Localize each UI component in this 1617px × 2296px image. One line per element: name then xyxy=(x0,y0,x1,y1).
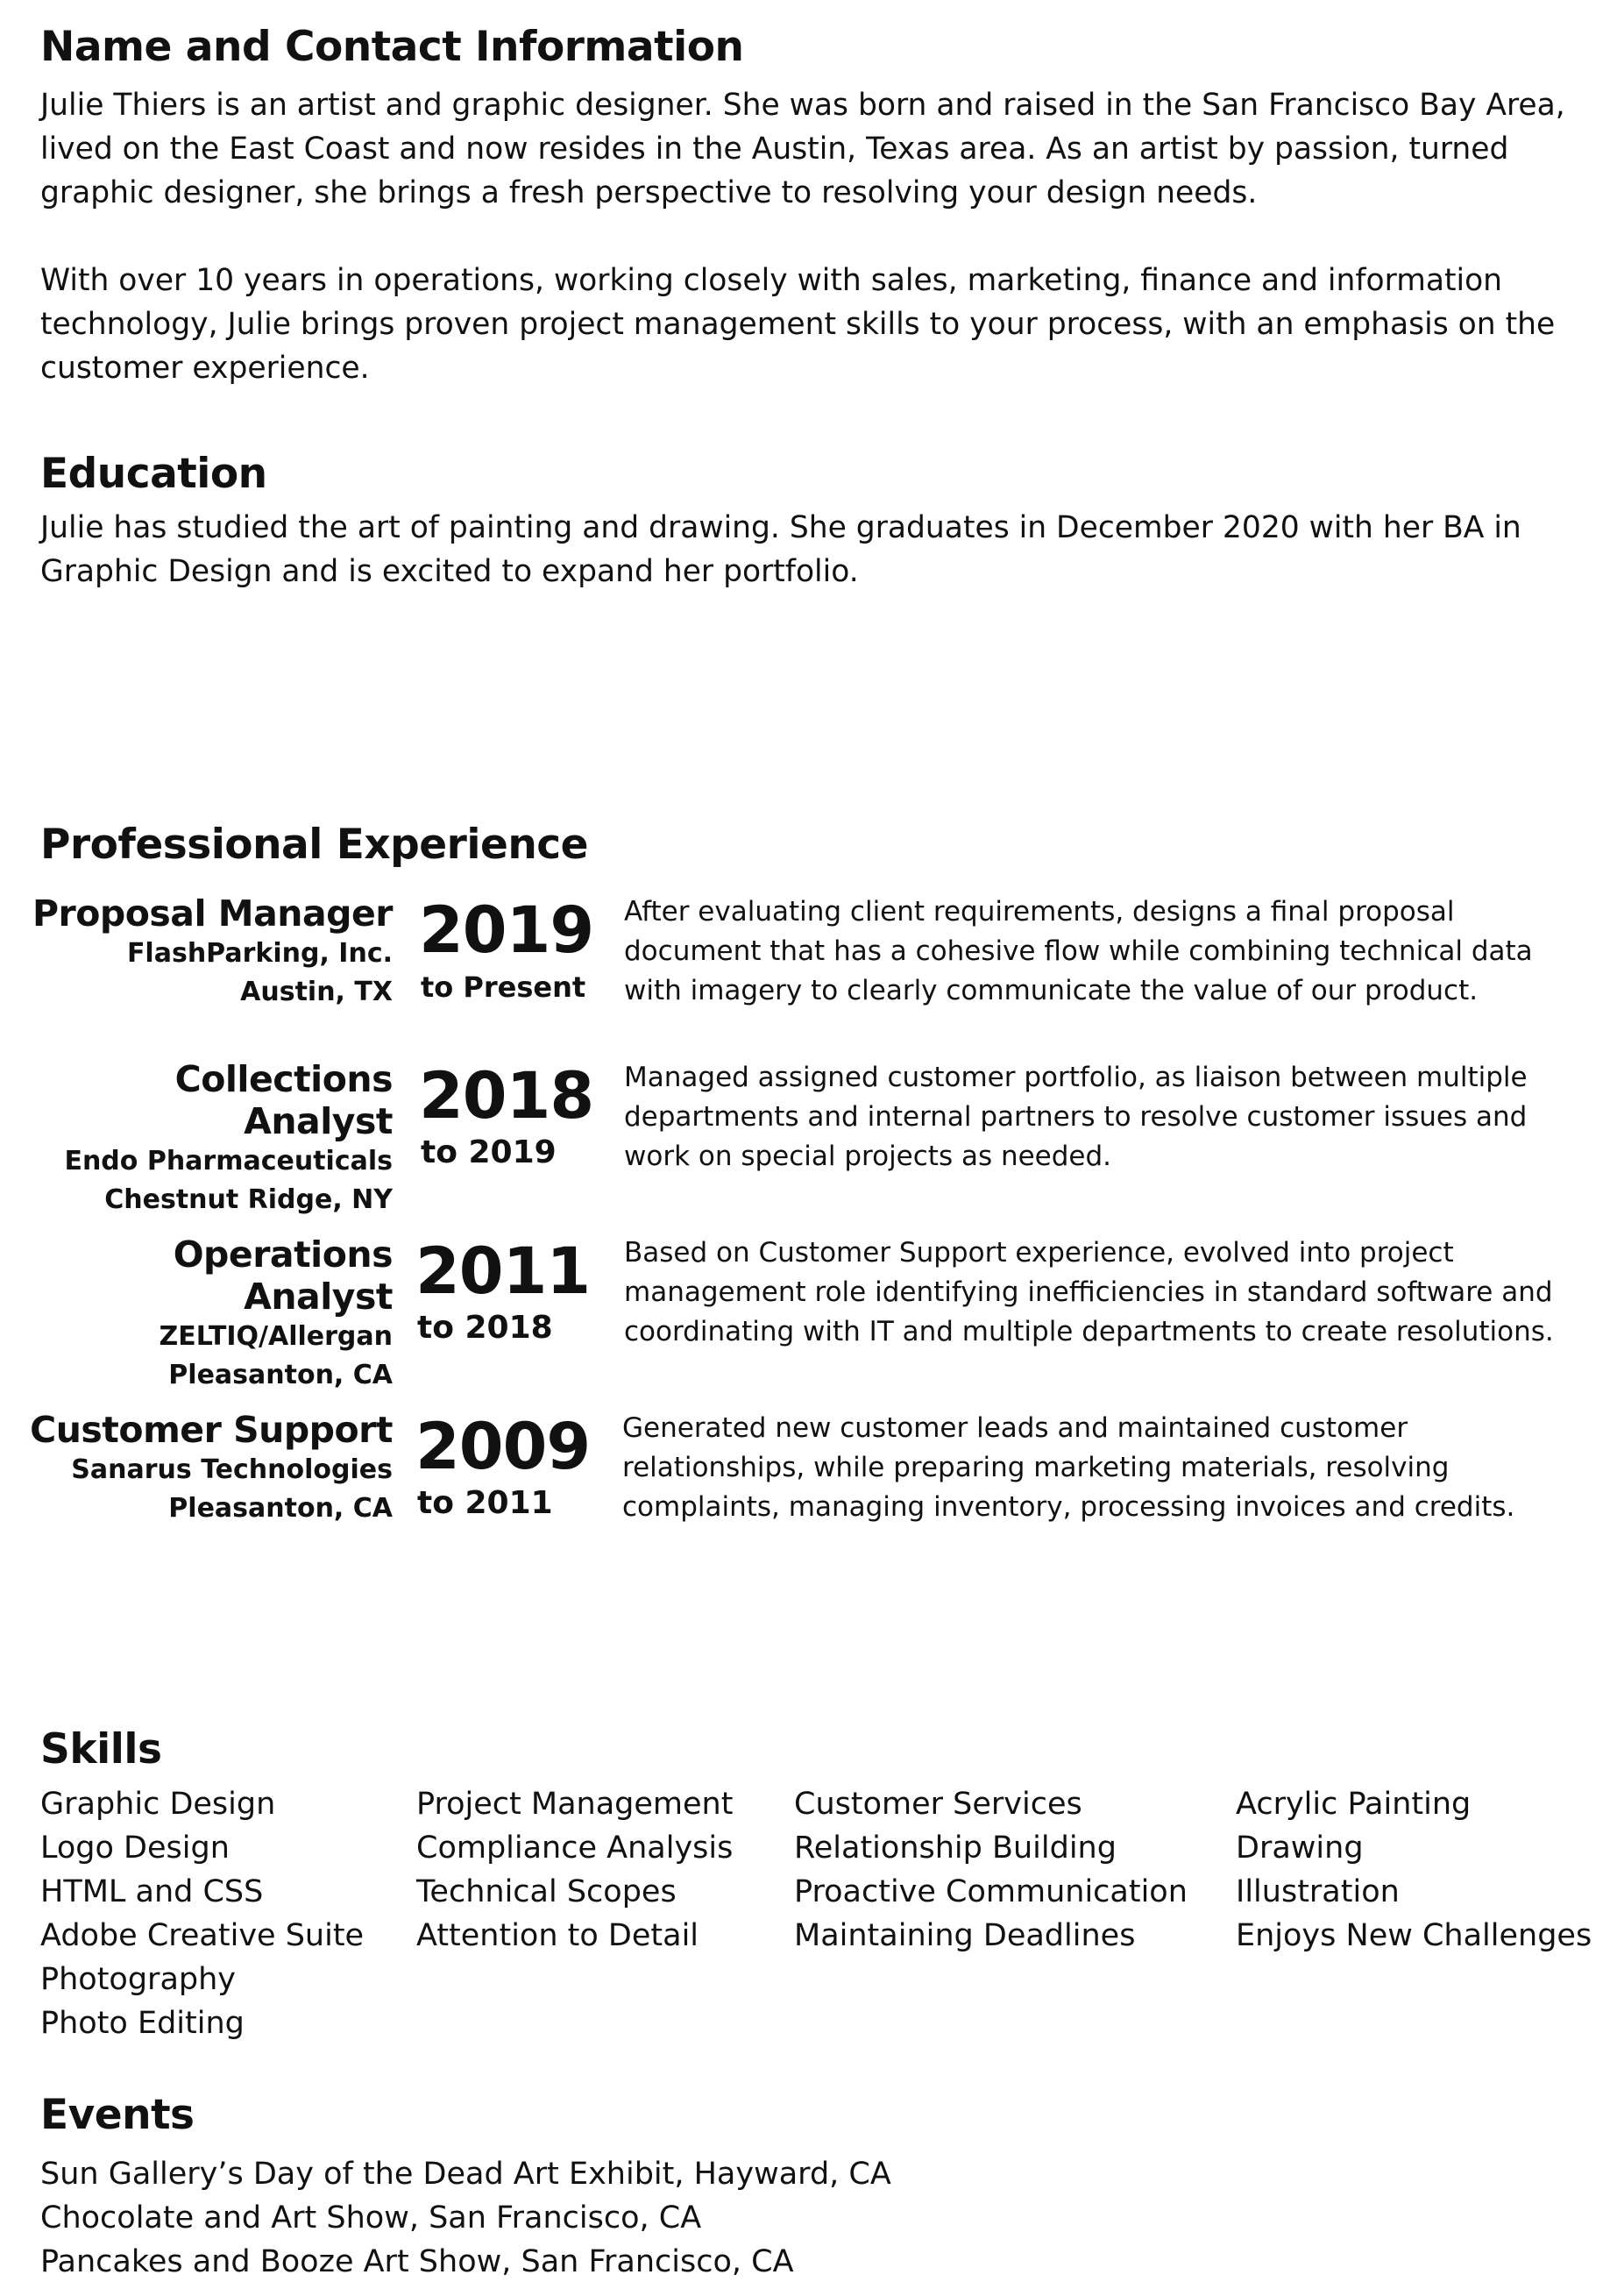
skill-item: Drawing xyxy=(1236,1830,1364,1866)
job-title: Customer Support xyxy=(30,1409,393,1451)
skills-heading: Skills xyxy=(40,1725,162,1774)
skill-item: Compliance Analysis xyxy=(416,1830,734,1866)
event-item: Pancakes and Booze Art Show, San Francisco, CA xyxy=(40,2244,794,2279)
skill-item: Maintaining Deadlines xyxy=(794,1918,1136,1953)
job-description: Based on Customer Support experience, evolved into project management role identifying inefficiencies in standard software and coordinating with IT and multiple departments to create resolutions. xyxy=(624,1237,1554,1347)
job-title: Proposal Manager xyxy=(32,892,393,935)
job-description: Generated new customer leads and maintained customer relationships, while preparing marketing materials, resolving complaints, managing inventory, processing invoices and credits. xyxy=(622,1412,1515,1523)
job-description: After evaluating client requirements, designs a final proposal document that has a cohesive flow while combining technical data with imagery to clearly communicate the value of our product. xyxy=(624,896,1533,1006)
job-header xyxy=(18,1409,393,1528)
job-start-year: 2011 xyxy=(415,1234,591,1309)
job-location: Austin, TX xyxy=(240,977,393,1007)
job-company: ZELTIQ/Allergan xyxy=(159,1321,393,1352)
job-company: Sanarus Technologies xyxy=(71,1454,393,1485)
event-item: Sun Gallery’s Day of the Dead Art Exhibit, Hayward, CA xyxy=(40,2157,891,2192)
job-location: Pleasanton, CA xyxy=(168,1493,393,1524)
skills-column-2 xyxy=(416,1782,733,1958)
skill-item: Relationship Building xyxy=(794,1830,1117,1866)
skill-item: HTML and CSS xyxy=(40,1874,264,1909)
experience-heading: Professional Experience xyxy=(40,821,589,869)
skill-item: Photography xyxy=(40,1962,237,1997)
skill-item: Graphic Design xyxy=(40,1787,276,1822)
skill-item: Project Management xyxy=(416,1787,734,1822)
job-end: to 2011 xyxy=(417,1485,553,1521)
skills-column-4 xyxy=(1236,1782,1592,1958)
job-end: to Present xyxy=(421,970,586,1004)
contact-paragraph-2: With over 10 years in operations, working closely with sales, marketing, finance and information technology, Julie brings proven project management skills to your process, with an emphasis on the customer experience. xyxy=(40,263,1556,386)
events-list xyxy=(40,2152,891,2284)
event-item: Chocolate and Art Show, San Francisco, CA xyxy=(40,2200,702,2236)
job-company: Endo Pharmaceuticals xyxy=(64,1146,393,1176)
job-header xyxy=(18,1058,393,1219)
job-description: Managed assigned customer portfolio, as liaison between multiple departments and internal partners to resolve customer issues and work on special projects as needed. xyxy=(624,1062,1528,1172)
education-heading: Education xyxy=(40,450,267,498)
job-title: Collections Analyst xyxy=(174,1058,393,1142)
job-end: to 2019 xyxy=(421,1134,557,1170)
skill-item: Proactive Communication xyxy=(794,1874,1188,1909)
job-title: Operations Analyst xyxy=(173,1233,393,1318)
skill-item: Photo Editing xyxy=(40,2006,245,2041)
job-header xyxy=(18,892,393,1012)
contact-paragraph-1: Julie Thiers is an artist and graphic designer. She was born and raised in the San Francisco Bay Area, lived on the East Coast and now resides in the Austin, Texas area. As an artist by passion, turned graphic designer, she brings a fresh perspective to resolving your design needs. xyxy=(40,88,1565,210)
job-entry xyxy=(0,1058,1617,1215)
job-entry xyxy=(0,892,1617,1024)
skill-item: Attention to Detail xyxy=(416,1918,699,1953)
skill-item: Illustration xyxy=(1236,1874,1400,1909)
skill-item: Technical Scopes xyxy=(416,1874,677,1909)
skill-item: Acrylic Painting xyxy=(1236,1787,1472,1822)
job-entry xyxy=(0,1409,1617,1540)
skills-column-1 xyxy=(40,1782,364,2045)
job-start-year: 2018 xyxy=(419,1059,594,1134)
skill-item: Adobe Creative Suite xyxy=(40,1918,365,1953)
skill-item: Enjoys New Challenges xyxy=(1236,1918,1592,1953)
events-heading: Events xyxy=(40,2091,195,2139)
job-company: FlashParking, Inc. xyxy=(126,938,393,969)
job-location: Pleasanton, CA xyxy=(168,1360,393,1390)
skills-column-3 xyxy=(794,1782,1188,1958)
job-start-year: 2009 xyxy=(415,1410,591,1484)
contact-heading: Name and Contact Information xyxy=(40,23,744,71)
job-location: Chestnut Ridge, NY xyxy=(104,1184,393,1215)
education-paragraph: Julie has studied the art of painting and drawing. She graduates in December 2020 with her BA in Graphic Design and is excited to expand her portfolio. xyxy=(40,510,1521,589)
job-start-year: 2019 xyxy=(419,893,594,968)
job-entry xyxy=(0,1233,1617,1390)
skill-item: Logo Design xyxy=(40,1830,230,1866)
job-header xyxy=(18,1233,393,1395)
job-end: to 2018 xyxy=(417,1310,553,1346)
skill-item: Customer Services xyxy=(794,1787,1082,1822)
